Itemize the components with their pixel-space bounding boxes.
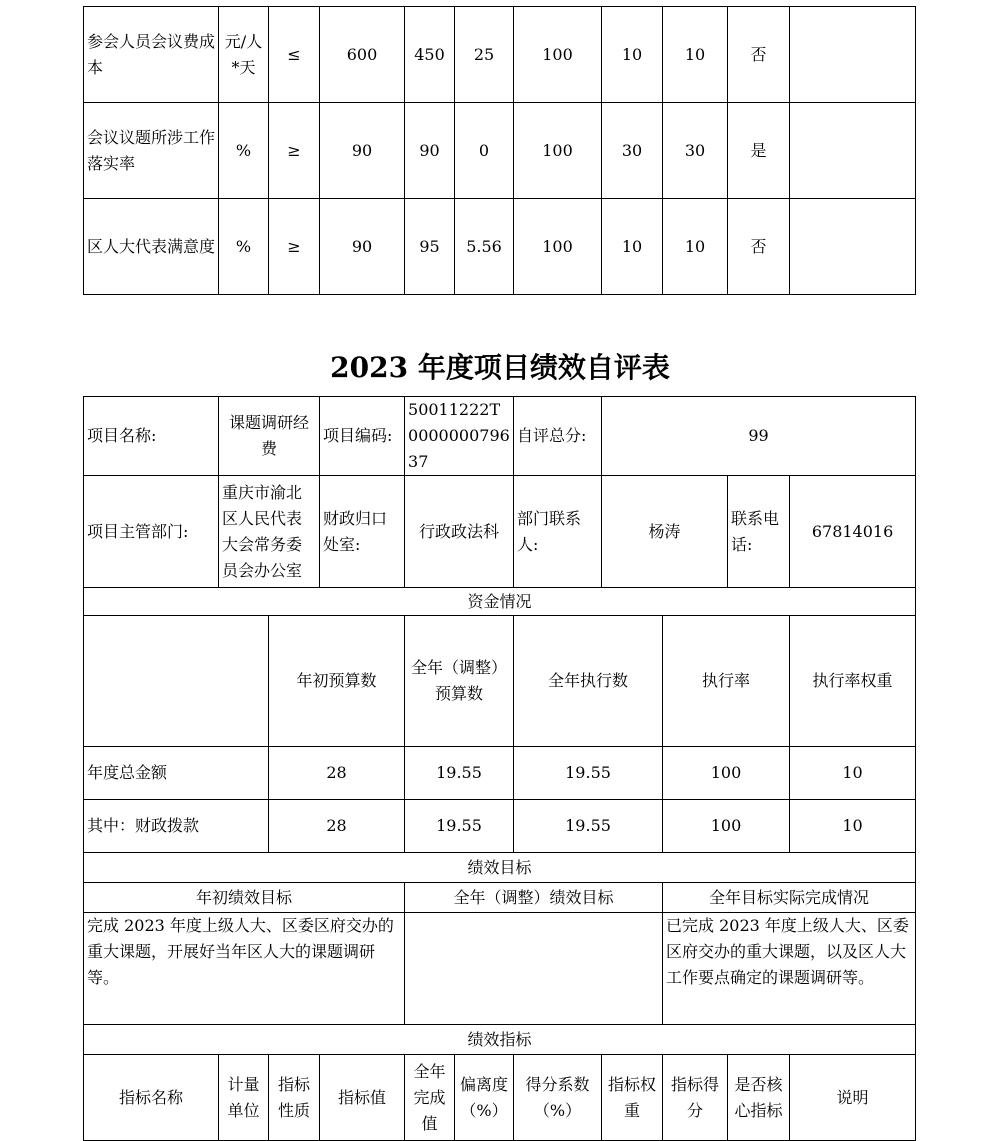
contact-value: 杨涛 xyxy=(602,476,728,588)
funds-cell: 100 xyxy=(663,747,790,800)
funds-header-blank xyxy=(84,616,269,747)
indicator-core-cell: 否 xyxy=(728,199,790,295)
indicator-score-cell: 30 xyxy=(663,103,728,199)
funds-header-row xyxy=(84,616,916,747)
funds-row xyxy=(84,747,916,800)
funds-section-header: 资金情况 xyxy=(84,588,916,616)
indicator-target-cell: 600 xyxy=(320,7,405,103)
indicator-deviation-cell: 25 xyxy=(455,7,514,103)
indicator-actual-cell: 450 xyxy=(405,7,455,103)
indicator-unit-cell: % xyxy=(219,199,269,295)
goals-header: 年初绩效目标 xyxy=(84,883,405,913)
contact-label: 部门联系人: xyxy=(514,476,602,588)
phone-value: 67814016 xyxy=(790,476,916,588)
adjusted-goal-text xyxy=(405,913,663,1025)
page-title: 2023 年度项目绩效自评表 xyxy=(330,351,670,384)
indicator-header: 全年完成值 xyxy=(405,1055,455,1141)
previous-indicators-table xyxy=(83,6,916,295)
indicator-deviation-cell: 0 xyxy=(455,103,514,199)
funds-header: 全年执行数 xyxy=(514,616,663,747)
funds-header: 执行率 xyxy=(663,616,790,747)
indicator-row xyxy=(84,103,916,199)
indicator-coef-cell: 100 xyxy=(514,199,602,295)
indicator-target-cell: 90 xyxy=(320,103,405,199)
goals-header: 全年目标实际完成情况 xyxy=(663,883,916,913)
funds-cell: 10 xyxy=(790,747,916,800)
funds-cell: 28 xyxy=(269,800,405,853)
indicator-weight-cell: 10 xyxy=(602,199,663,295)
dept-label: 项目主管部门: xyxy=(84,476,219,588)
phone-label: 联系电话: xyxy=(728,476,790,588)
funds-header: 年初预算数 xyxy=(269,616,405,747)
indicator-coef-cell: 100 xyxy=(514,7,602,103)
funds-cell: 19.55 xyxy=(405,747,514,800)
indicator-weight-cell: 30 xyxy=(602,103,663,199)
funds-row-label: 其中：财政拨款 xyxy=(84,800,269,853)
funds-cell: 100 xyxy=(663,800,790,853)
indicator-note-cell xyxy=(790,199,916,295)
project-info-row xyxy=(84,397,916,476)
funds-header: 执行率权重 xyxy=(790,616,916,747)
funds-row xyxy=(84,800,916,853)
self-score: 99 xyxy=(602,397,916,476)
finance-label: 财政归口处室: xyxy=(320,476,405,588)
funds-cell: 28 xyxy=(269,747,405,800)
goals-header: 全年（调整）绩效目标 xyxy=(405,883,663,913)
indicator-name-cell: 区人大代表满意度 xyxy=(84,199,219,295)
indicator-header: 指标得分 xyxy=(663,1055,728,1141)
indicator-deviation-cell: 5.56 xyxy=(455,199,514,295)
goals-header-row xyxy=(84,883,916,913)
indicator-header: 偏离度（%） xyxy=(455,1055,514,1141)
funds-cell: 10 xyxy=(790,800,916,853)
indicator-header: 计量单位 xyxy=(219,1055,269,1141)
indicator-target-cell: 90 xyxy=(320,199,405,295)
indicator-coef-cell: 100 xyxy=(514,103,602,199)
funds-cell: 19.55 xyxy=(514,747,663,800)
indicator-unit-cell: % xyxy=(219,103,269,199)
indicator-row xyxy=(84,7,916,103)
indicator-actual-cell: 90 xyxy=(405,103,455,199)
funds-header: 全年（调整）预算数 xyxy=(405,616,514,747)
indicator-header: 指标性质 xyxy=(269,1055,320,1141)
indicator-core-cell: 是 xyxy=(728,103,790,199)
indicator-core-cell: 否 xyxy=(728,7,790,103)
actual-completion-text: 已完成 2023 年度上级人大、区委区府交办的重大课题，以及区人大工作要点确定的课题调研等。 xyxy=(663,913,916,1025)
indicator-name-cell: 会议议题所涉工作落实率 xyxy=(84,103,219,199)
indicator-score-cell: 10 xyxy=(663,7,728,103)
project-code-label: 项目编码: xyxy=(320,397,405,476)
project-name: 课题调研经费 xyxy=(219,397,320,476)
indicator-header: 指标值 xyxy=(320,1055,405,1141)
indicator-header: 指标名称 xyxy=(84,1055,219,1141)
project-code: 50011222T000000079637 xyxy=(405,397,514,476)
initial-goal-text: 完成 2023 年度上级人大、区委区府交办的重大课题，开展好当年区人大的课题调研等。 xyxy=(84,913,405,1025)
department-row xyxy=(84,476,916,588)
dept-value: 重庆市渝北区人民代表大会常务委员会办公室 xyxy=(219,476,320,588)
indicator-header: 指标权重 xyxy=(602,1055,663,1141)
indicator-row xyxy=(84,199,916,295)
indicator-header: 说明 xyxy=(790,1055,916,1141)
indicator-name-cell: 参会人员会议费成本 xyxy=(84,7,219,103)
indicator-op-cell: ≥ xyxy=(269,103,320,199)
indicator-header: 是否核心指标 xyxy=(728,1055,790,1141)
goals-section-header: 绩效目标 xyxy=(84,853,916,883)
self-score-label: 自评总分: xyxy=(514,397,602,476)
indicator-score-cell: 10 xyxy=(663,199,728,295)
indicator-note-cell xyxy=(790,103,916,199)
goals-content-row xyxy=(84,913,916,1025)
indicator-unit-cell: 元/人*天 xyxy=(219,7,269,103)
finance-value: 行政政法科 xyxy=(405,476,514,588)
indicator-actual-cell: 95 xyxy=(405,199,455,295)
indicators-header-row xyxy=(84,1055,916,1141)
indicator-header: 得分系数（%） xyxy=(514,1055,602,1141)
indicator-note-cell xyxy=(790,7,916,103)
indicator-op-cell: ≤ xyxy=(269,7,320,103)
project-name-label: 项目名称: xyxy=(84,397,219,476)
indicator-op-cell: ≥ xyxy=(269,199,320,295)
indicators-section-header: 绩效指标 xyxy=(84,1025,916,1055)
indicator-weight-cell: 10 xyxy=(602,7,663,103)
self-evaluation-table xyxy=(83,396,916,1141)
funds-row-label: 年度总金额 xyxy=(84,747,269,800)
funds-cell: 19.55 xyxy=(514,800,663,853)
funds-cell: 19.55 xyxy=(405,800,514,853)
